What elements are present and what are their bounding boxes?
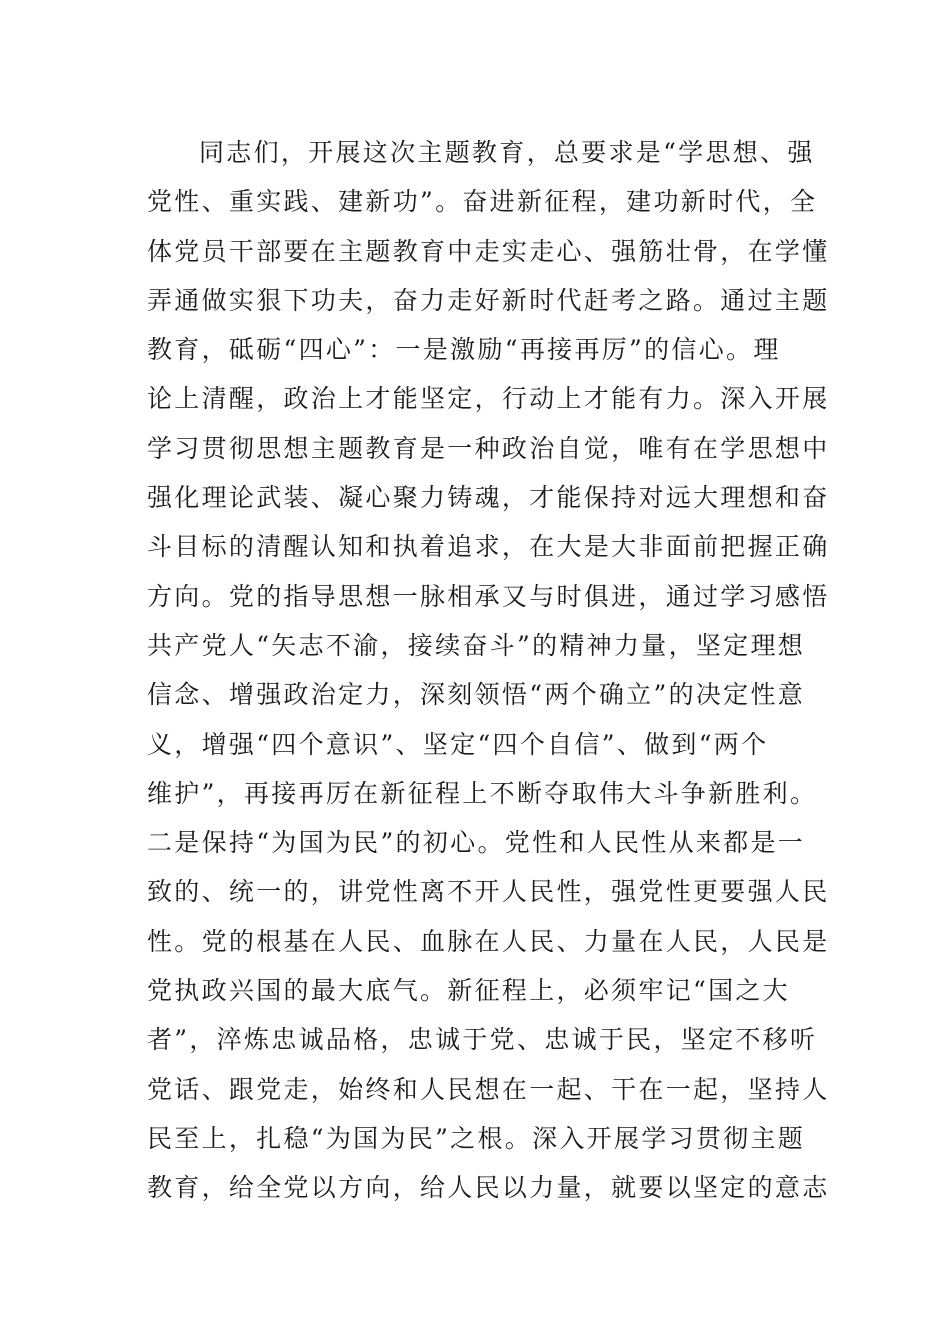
text-line: 党执政兴国的最大底气。新征程上，必须牢记“国之大 (147, 976, 790, 1006)
text-line: 党性、重实践、建新功”。奋进新征程，建功新时代，全 (147, 187, 818, 217)
text-line: 论上清醒，政治上才能坚定，行动上才能有力。深入开展 (147, 384, 830, 414)
text-line: 党话、跟党走，始终和人民想在一起、干在一起，坚持人 (147, 1074, 830, 1104)
text-line: 斗目标的清醒认知和执着追求，在大是大非面前把握正确 (147, 532, 830, 562)
text-line: 学习贯彻思想主题教育是一种政治自觉，唯有在学思想中 (147, 433, 830, 463)
text-line: 二是保持“为国为民”的初心。党性和人民性从来都是一 (147, 828, 806, 858)
text-line: 教育，给全党以方向，给人民以力量，就要以坚定的意志 (147, 1173, 830, 1203)
text-line: 体党员干部要在主题教育中走实走心、强筋壮骨，在学懂 (147, 236, 830, 266)
text-line: 义，增强“四个意识”、坚定“四个自信”、做到“两个 (147, 729, 769, 759)
body-paragraph (147, 128, 830, 1213)
text-line: 致的、统一的，讲党性离不开人民性，强党性更要强人民 (147, 877, 830, 907)
text-line: 弄通做实狠下功夫，奋力走好新时代赶考之路。通过主题 (147, 285, 830, 315)
text-line: 方向。党的指导思想一脉相承又与时俱进，通过学习感悟 (147, 581, 830, 611)
text-line: 信念、增强政治定力，深刻领悟“两个确立”的决定性意 (147, 680, 806, 710)
text-line: 性。党的根基在人民、血脉在人民、力量在人民，人民是 (147, 926, 830, 956)
text-line: 同志们，开展这次主题教育，总要求是“学思想、强 (199, 138, 815, 167)
text-line: 共产党人“矢志不渝，接续奋斗”的精神力量，坚定理想 (147, 630, 806, 660)
text-line: 强化理论武装、凝心聚力铸魂，才能保持对远大理想和奋 (147, 483, 830, 513)
text-line: 教育，砥砺“四心”：一是激励“再接再厉”的信心。理 (147, 335, 781, 365)
text-line: 维护”，再接再厉在新征程上不断夺取伟大斗争新胜利。 (147, 778, 818, 808)
text-line: 民至上，扎稳“为国为民”之根。深入开展学习贯彻主题 (147, 1123, 806, 1153)
text-line: 者”，淬炼忠诚品格，忠诚于党、忠诚于民，坚定不移听 (147, 1025, 818, 1055)
